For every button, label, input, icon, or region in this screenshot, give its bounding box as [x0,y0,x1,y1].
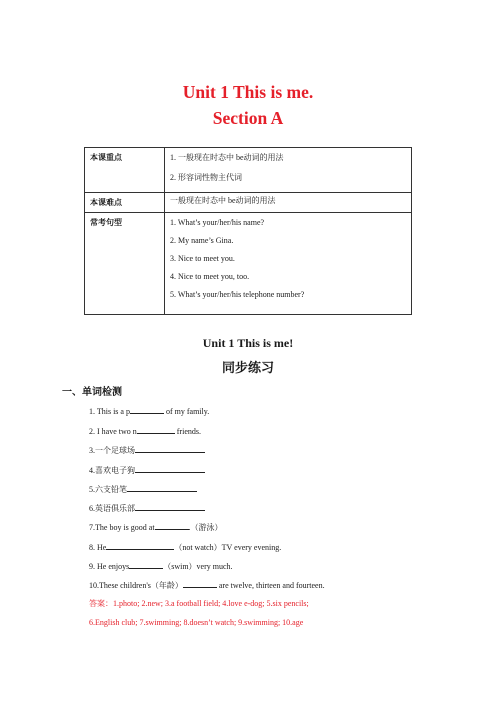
answer-blank [135,443,205,453]
list-item: 2. My name’s Gina. [170,236,234,245]
list-item: 5. What’s your/her/his telephone number? [170,290,305,299]
answer-blank [137,424,175,434]
answer-key-line-1: 答案：1.photo; 2.new; 3.a football field; 4.love e-dog; 5.six pencils; [89,599,309,608]
list-item: 一般现在时态中 be动词的用法 [170,196,276,205]
list-item: 1. What’s your/her/his name? [170,218,265,227]
row-label-difficulty: 本课难点 [85,193,165,213]
answer-key-line-2: 6.English club; 7.swimming; 8.doesn’t watch; 9.swimming; 10.age [89,618,304,627]
answer-blank [106,540,174,550]
row-label-focus: 本课重点 [85,148,165,193]
practice-unit-title: Unit 1 This is me! [202,336,294,350]
answer-blank [129,559,163,569]
exercise-9: 9. He enjoys （swim）very much. [89,559,233,572]
exercise-6: 6.英语俱乐部 [89,501,205,514]
exercise-2: 2. I have two n friends. [89,424,201,437]
exercise-5: 5.六支铅笔 [89,482,197,495]
answer-blank [155,520,189,530]
answer-blank [183,578,217,588]
row-content-focus [165,148,412,193]
answer-blank [135,501,205,511]
answer-blank [135,463,205,473]
practice-heading: 同步练习 [221,360,274,375]
list-item: 4. Nice to meet you, too. [170,272,250,281]
answer-blank [130,404,164,414]
list-item: 1. 一般现在时态中 be动词的用法 [170,153,284,162]
answer-blank [127,482,197,492]
exercise-4: 4.喜欢电子狗 [89,463,205,476]
section-title: Section A [212,108,284,128]
table-row [85,148,412,193]
exercise-1: 1. This is a p of my family. [89,404,209,417]
lesson-info-table [84,147,412,315]
exercise-3: 3.一个足球场 [89,443,205,456]
exercise-10: 10.These children's（年龄） are twelve, thirteen and fourteen. [89,578,325,591]
table-row [85,193,412,213]
row-content-sentences [165,213,412,315]
row-content-difficulty [165,193,412,213]
document-title: Unit 1 This is me. [182,82,314,102]
list-item: 3. Nice to meet you. [170,254,235,263]
table-row [85,213,412,315]
row-label-sentences: 常考句型 [85,213,165,315]
exercise-8: 8. He （not watch）TV every evening. [89,540,281,553]
exercise-7: 7.The boy is good at .（游泳） [89,520,223,533]
section-heading: 一、单词检测 [62,387,122,398]
list-item: 2. 形容词性物主代词 [170,173,242,182]
